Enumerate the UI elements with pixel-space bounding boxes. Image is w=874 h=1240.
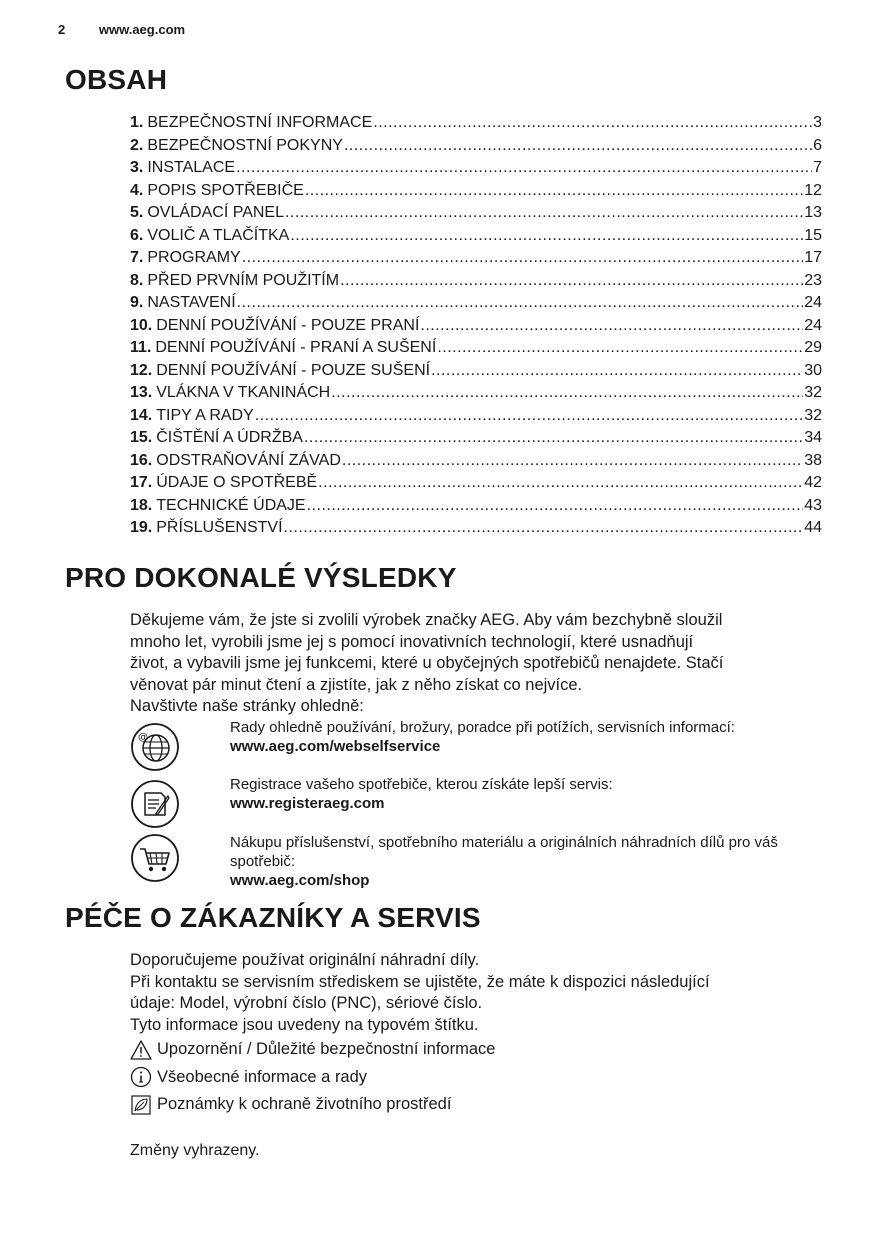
toc-page: 3: [813, 114, 822, 131]
toc-label: VLÁKNA V TKANINÁCH: [156, 384, 331, 401]
service-url[interactable]: www.aeg.com/shop: [230, 872, 370, 889]
toc-item[interactable]: [130, 495, 822, 518]
service-description: Rady ohledně používání, brožury, poradce při potížích, servisních informací:: [230, 719, 735, 736]
toc-page: 15: [804, 226, 822, 244]
section-title-care: PÉČE O ZÁKAZNÍKY A SERVIS: [65, 902, 481, 933]
toc-label: PŘÍSLUŠENSTVÍ: [156, 519, 283, 536]
toc-label: BEZPEČNOSTNÍ INFORMACE: [147, 114, 373, 131]
intro-line: mnoho let, vyrobili jsme jej s pomocí inovativních technologií, které usnadňují: [130, 632, 694, 651]
toc-leader: [318, 472, 803, 495]
section-title-results: PRO DOKONALÉ VÝSLEDKY: [65, 562, 457, 593]
toc-leader: [331, 382, 803, 405]
toc-label: PŘED PRVNÍM POUŽITÍM: [147, 271, 340, 289]
care-line: Při kontaktu se servisním střediskem se ujistěte, že máte k dispozici následující: [130, 972, 710, 991]
toc-label: TIPY A RADY: [156, 406, 254, 424]
svg-text:@: @: [138, 732, 148, 743]
service-url[interactable]: www.aeg.com/webselfservice: [230, 738, 441, 755]
toc-page: 32: [804, 384, 822, 401]
toc-label: DENNÍ POUŽÍVÁNÍ - PRANÍ A SUŠENÍ: [155, 339, 437, 356]
toc-item[interactable]: [130, 135, 822, 158]
toc-number: 12.: [130, 361, 153, 379]
table-of-contents: [130, 112, 822, 540]
service-url[interactable]: www.registeraeg.com: [230, 795, 385, 812]
toc-leader: [431, 360, 803, 383]
toc-number: 16.: [130, 451, 153, 469]
toc-item[interactable]: [130, 337, 822, 360]
toc-leader: [242, 247, 804, 270]
intro-line: život, a vybavili jsme jej funkcemi, které u obyčejných spotřebičů nenajdete. Stačí: [130, 654, 724, 672]
toc-label: DENNÍ POUŽÍVÁNÍ - POUZE PRANÍ: [156, 316, 420, 334]
toc-page: 17: [804, 249, 822, 266]
toc-item[interactable]: [130, 180, 822, 203]
toc-item[interactable]: [130, 112, 822, 135]
toc-number: 8.: [130, 271, 144, 289]
toc-number: 18.: [130, 496, 153, 514]
toc-label: ODSTRAŇOVÁNÍ ZÁVAD: [156, 451, 341, 469]
toc-page: 12: [804, 181, 822, 199]
toc-page: 13: [804, 204, 822, 221]
toc-number: 9.: [130, 294, 144, 311]
toc-number: 1.: [130, 114, 144, 131]
toc-item[interactable]: [130, 382, 822, 405]
toc-leader: [420, 315, 803, 338]
toc-page: 32: [804, 406, 822, 424]
legend-text: Upozornění / Důležité bezpečnostní informace: [157, 1040, 496, 1059]
toc-item[interactable]: [130, 472, 822, 495]
toc-item[interactable]: [130, 157, 822, 180]
toc-page: 29: [804, 339, 822, 356]
toc-number: 7.: [130, 249, 144, 266]
toc-leader: [284, 517, 804, 540]
shopping-cart-icon: [130, 833, 180, 883]
changes-reserved-note: Změny vyhrazeny.: [130, 1142, 260, 1159]
toc-page: 34: [804, 429, 822, 446]
toc-label: OVLÁDACÍ PANEL: [147, 204, 284, 221]
toc-leader: [290, 225, 803, 248]
toc-number: 11.: [130, 339, 152, 356]
toc-leader: [236, 157, 812, 180]
service-description: Nákupu příslušenství, spotřebního materiálu a originálních náhradních dílů pro váš spotřebič:: [230, 834, 778, 870]
toc-number: 2.: [130, 136, 144, 154]
toc-label: POPIS SPOTŘEBIČE: [147, 181, 304, 199]
toc-leader: [342, 450, 803, 473]
page-number: 2: [58, 22, 66, 37]
toc-number: 17.: [130, 474, 153, 491]
toc-number: 13.: [130, 384, 153, 401]
website-link[interactable]: www.aeg.com: [98, 22, 186, 37]
toc-item[interactable]: [130, 225, 822, 248]
legend-text: Všeobecné informace a rady: [157, 1067, 368, 1086]
toc-leader: [307, 495, 804, 518]
toc-page: 44: [804, 519, 822, 536]
environment-leaf-icon: [130, 1094, 152, 1116]
legend-item: [130, 1064, 830, 1092]
toc-item[interactable]: [130, 315, 822, 338]
care-line: Tyto informace jsou uvedeny na typovém štítku.: [130, 1015, 479, 1034]
toc-page: 6: [813, 136, 822, 154]
toc-label: INSTALACE: [147, 159, 236, 176]
toc-leader: [437, 337, 803, 360]
service-description: Registrace vašeho spotřebiče, kterou získáte lepší servis:: [230, 776, 613, 793]
toc-page: 23: [804, 271, 822, 289]
toc-label: DENNÍ POUŽÍVÁNÍ - POUZE SUŠENÍ: [156, 361, 431, 379]
toc-label: ÚDAJE O SPOTŘEBĚ: [156, 474, 318, 491]
toc-number: 15.: [130, 429, 153, 446]
toc-leader: [344, 135, 812, 158]
toc-number: 4.: [130, 181, 144, 199]
toc-page: 38: [804, 451, 822, 469]
toc-leader: [305, 180, 803, 203]
toc-page: 42: [804, 474, 822, 491]
legend-item: [130, 1091, 830, 1119]
legend-item: [130, 1036, 830, 1064]
toc-leader: [285, 202, 803, 225]
toc-leader: [373, 112, 812, 135]
toc-page: 30: [804, 361, 822, 379]
toc-item[interactable]: [130, 270, 822, 293]
registration-form-icon: [130, 779, 180, 829]
symbol-legend: [130, 1036, 830, 1119]
care-line: údaje: Model, výrobní číslo (PNC), sériové číslo.: [130, 994, 483, 1012]
toc-label: BEZPEČNOSTNÍ POKYNY: [147, 136, 343, 154]
toc-number: 10.: [130, 316, 153, 334]
toc-label: ČIŠTĚNÍ A ÚDRŽBA: [156, 429, 303, 446]
intro-paragraph: [130, 610, 830, 718]
info-icon: [130, 1066, 152, 1088]
toc-number: 5.: [130, 204, 144, 221]
toc-page: 43: [804, 496, 822, 514]
toc-leader: [304, 427, 803, 450]
toc-label: VOLIČ A TLAČÍTKA: [147, 226, 290, 244]
intro-line: Děkujeme vám, že jste si zvolili výrobek značky AEG. Aby vám bezchybně sloužil: [130, 611, 723, 629]
toc-leader: [340, 270, 803, 293]
toc-number: 14.: [130, 406, 153, 424]
toc-label: NASTAVENÍ: [147, 294, 236, 311]
page-header: [58, 22, 185, 37]
toc-leader: [255, 405, 803, 428]
toc-item[interactable]: [130, 405, 822, 428]
globe-icon: [130, 722, 180, 772]
warning-triangle-icon: [130, 1039, 152, 1061]
toc-item[interactable]: [130, 427, 822, 450]
toc-number: 6.: [130, 226, 144, 244]
legend-text: Poznámky k ochraně životního prostředí: [157, 1095, 452, 1114]
toc-item[interactable]: [130, 292, 822, 315]
toc-page: 24: [804, 316, 822, 334]
toc-page: 24: [804, 294, 822, 311]
intro-line: věnovat pár minut čtení a zjistíte, jak z něho získat co nejvíce.: [130, 675, 583, 694]
toc-item[interactable]: [130, 202, 822, 225]
intro-line: Navštivte naše stránky ohledně:: [130, 697, 364, 715]
toc-number: 3.: [130, 159, 144, 176]
toc-item[interactable]: [130, 450, 822, 473]
care-line: Doporučujeme používat originální náhradní díly.: [130, 951, 480, 969]
care-paragraph: [130, 950, 830, 1036]
toc-page: 7: [813, 159, 822, 176]
toc-item[interactable]: [130, 517, 822, 540]
toc-label: TECHNICKÉ ÚDAJE: [156, 496, 306, 514]
toc-title: OBSAH: [65, 64, 168, 95]
toc-item[interactable]: [130, 360, 822, 383]
toc-number: 19.: [130, 519, 153, 536]
toc-item[interactable]: [130, 247, 822, 270]
toc-label: PROGRAMY: [147, 249, 241, 266]
toc-leader: [237, 292, 804, 315]
